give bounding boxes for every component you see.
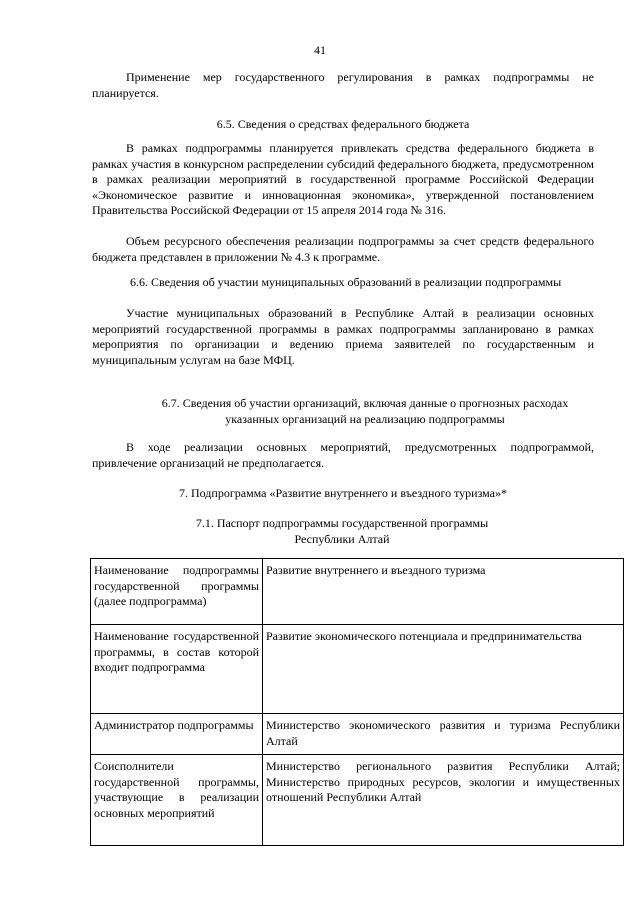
table-row [91, 755, 624, 846]
paragraph-municipal: Участие муниципальных образований в Республике Алтай в реализации основных мероприятий государственной программы в рамках подпрограммы запланировано в рамках мероприятия по организации и ведению приема заявителей по государственным и муниципальным услугам на базе МФЦ. [92, 306, 594, 367]
row-label: Наименование подпрограммы государственной программы (далее подпрограмма) [91, 559, 263, 625]
paragraph-federal-budget: В рамках подпрограммы планируется привлекать средства федерального бюджета в рамках участия в конкурсном распределении субсидий федерального бюджета, предусмотренном в рамках реализации мероприятий в государственной программе Российской Федерации «Экономическое развитие и инновационная экономика», утвержденной постановлением Правительства Российской Федерации от 15 апреля 2014 года № 316. [92, 141, 594, 218]
passport-table [90, 558, 624, 846]
paragraph-resource-volume: Объем ресурсного обеспечения реализации подпрограммы за счет средств федерального бюджета представлен в приложении № 4.3 к программе. [92, 234, 594, 264]
paragraph-organizations: В ходе реализации основных мероприятий, предусмотренных подпрограммой, привлечение организаций не предполагается. [92, 440, 594, 470]
heading-6-5: 6.5. Сведения о средствах федерального бюджета [216, 117, 470, 131]
paragraph-regulation: Применение мер государственного регулирования в рамках подпрограммы не планируется. [92, 70, 594, 100]
heading-7-1-passport: 7.1. Паспорт подпрограммы государственной программы Республики Алтай [195, 516, 489, 546]
row-label: Соисполнители государственной программы, участвующие в реализации основных мероприятий [91, 755, 263, 846]
row-value: Министерство экономического развития и туризма Республики Алтай [263, 714, 624, 755]
row-label: Администратор подпрограммы [91, 714, 263, 755]
row-value: Развитие внутреннего и въездного туризма [263, 559, 624, 625]
table-row [91, 625, 624, 714]
page-number: 41 [314, 43, 326, 57]
row-value: Министерство регионального развития Республики Алтай; Министерство природных ресурсов, экологии и имущественных отношений Республики Алтай [263, 755, 624, 846]
row-value: Развитие экономического потенциала и предпринимательства [263, 625, 624, 714]
table-row [91, 714, 624, 755]
table-row [91, 559, 624, 625]
heading-7-subprogram: 7. Подпрограмма «Развитие внутреннего и въездного туризма»* [178, 486, 507, 500]
heading-6-7: 6.7. Сведения об участии организаций, включая данные о прогнозных расходах указанных организаций на реализацию подпрограммы [161, 396, 569, 426]
heading-6-6: 6.6. Сведения об участии муниципальных образований в реализации подпрограммы [130, 275, 562, 289]
row-label: Наименование государственной программы, в состав которой входит подпрограмма [91, 625, 263, 714]
